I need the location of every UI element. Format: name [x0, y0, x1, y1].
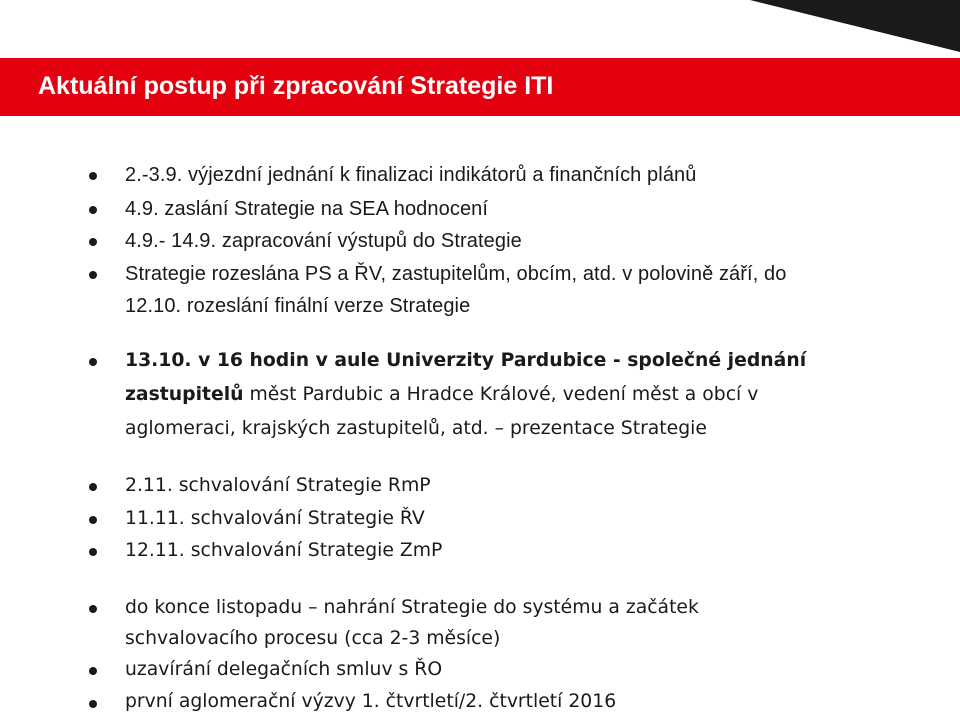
bullet-dot: [89, 358, 97, 366]
bullet-dot: [89, 667, 97, 675]
bold-text: zastupitelů: [125, 384, 244, 405]
list-item-line-2: 12.10. rozeslání finální verze Strategie: [125, 295, 471, 317]
slide-title: Aktuální postup při zpracování Strategie ITI: [38, 72, 554, 100]
bullet-dot: [89, 605, 97, 613]
list-item: 12.11. schvalování Strategie ZmP: [125, 540, 443, 561]
list-item: 4.9.- 14.9. zapracování výstupů do Strategie: [125, 230, 522, 252]
list-item-line-2: [125, 379, 758, 410]
list-item: 11.11. schvalování Strategie ŘV: [125, 508, 425, 529]
bullet-dot: [89, 271, 97, 279]
bullet-dot: [89, 700, 97, 708]
list-item: 2.-3.9. výjezdní jednání k finalizaci indikátorů a finančních plánů: [125, 164, 697, 186]
bullet-dot: [89, 548, 97, 556]
list-item-line-1: do konce listopadu – nahrání Strategie do systému a začátek: [125, 597, 699, 618]
list-item-line-2: schvalovacího procesu (cca 2-3 měsíce): [125, 628, 501, 649]
list-item: 2.11. schvalování Strategie RmP: [125, 475, 431, 496]
regular-text: měst Pardubic a Hradce Králové, vedení měst a obcí v: [243, 384, 759, 405]
list-item-line-1: Strategie rozeslána PS a ŘV, zastupitelům, obcím, atd. v polovině září, do: [125, 263, 787, 285]
bullet-dot: [89, 172, 97, 180]
list-item: 4.9. zaslání Strategie na SEA hodnocení: [125, 198, 489, 220]
title-bar: [0, 58, 960, 116]
bullet-dot: [89, 206, 97, 214]
list-item: uzavírání delegačních smluv s ŘO: [125, 659, 443, 680]
bullet-dot: [89, 516, 97, 524]
corner-decoration: [750, 0, 960, 52]
list-item: první aglomerační výzvy 1. čtvrtletí/2. čtvrtletí 2016: [125, 691, 617, 712]
list-item-line-3: aglomeraci, krajských zastupitelů, atd. – prezentace Strategie: [125, 418, 707, 439]
bullet-dot: [89, 483, 97, 491]
bullet-dot: [89, 238, 97, 246]
list-item-line-1: [125, 345, 806, 376]
bold-text: 13.10. v 16 hodin v aule Univerzity Pardubice - společné jednání: [125, 350, 807, 371]
